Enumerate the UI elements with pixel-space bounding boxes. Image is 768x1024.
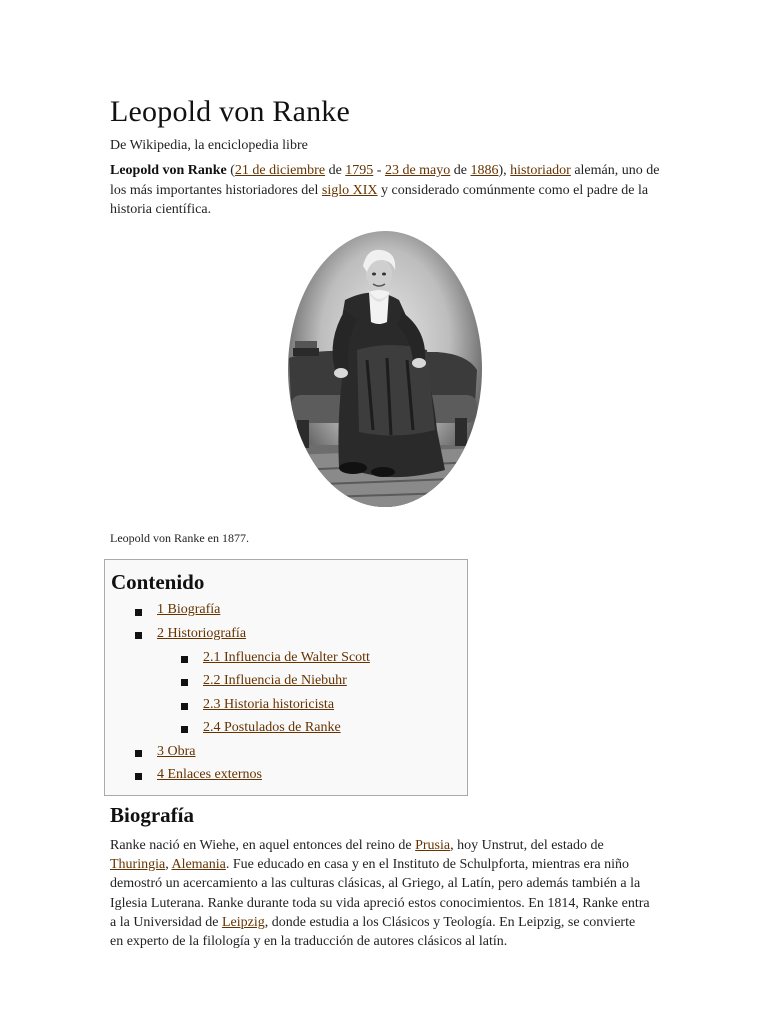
toc-bullet xyxy=(181,703,188,710)
bio-text-4: . Fue educado en casa y en el Instituto de Schulpforta, mientras era niño demostró un acercamiento a las culturas clásicas, al Griego, al Latín, pero además también a la Iglesia Luterana. Ranke durante toda su vida apreció estos conocimientos. En 1814, Ranke entra a la Universidad de xyxy=(110,857,650,930)
table-of-contents xyxy=(104,559,468,796)
toc-bullet xyxy=(135,609,142,616)
toc-item-historiografia[interactable]: 2 Historiografía xyxy=(157,626,247,641)
biography-paragraph xyxy=(110,836,650,951)
toc-item-historicista[interactable]: 2.3 Historia historicista xyxy=(203,697,335,712)
toc-item-biografia[interactable]: 1 Biografía xyxy=(157,602,221,617)
portrait-image xyxy=(287,230,483,508)
page-title: Leopold von Ranke xyxy=(110,95,351,128)
link-historiador[interactable]: historiador xyxy=(510,163,571,178)
lead-dash: - xyxy=(373,163,385,178)
toc-bullet xyxy=(181,656,188,663)
link-death-year[interactable]: 1886 xyxy=(470,163,499,178)
link-death-date[interactable]: 23 de mayo xyxy=(384,163,451,178)
link-leipzig[interactable]: Leipzig xyxy=(221,914,265,930)
link-prusia[interactable]: Prusia xyxy=(415,838,451,853)
toc-item-obra[interactable]: 3 Obra xyxy=(157,744,196,759)
toc-bullet xyxy=(181,726,188,733)
bio-text-3: , xyxy=(165,857,172,873)
bio-text-5: , donde estudia a los Clásicos y Teología. En Leipzig, se convierte en experto de la filología y en la traducción de autores clásicos al latín. xyxy=(110,914,636,950)
toc-item-niebuhr[interactable]: 2.2 Influencia de Niebuhr xyxy=(203,673,347,688)
lead-paragraph xyxy=(110,161,670,220)
link-birth-year[interactable]: 1795 xyxy=(345,163,374,178)
lead-close-paren: ), xyxy=(498,163,511,178)
link-alemania[interactable]: Alemania xyxy=(171,857,226,873)
toc-bullet xyxy=(135,773,142,780)
lead-text-2: y considerado comúnmente como el padre de la historia científica. xyxy=(110,182,649,217)
image-caption: Leopold von Ranke en 1877. xyxy=(110,531,249,545)
toc-bullet xyxy=(135,632,142,639)
link-birth-date[interactable]: 21 de diciembre xyxy=(234,163,326,178)
toc-item-enlaces[interactable]: 4 Enlaces externos xyxy=(157,767,262,782)
lead-open-paren: ( xyxy=(226,163,235,178)
lead-de-2: de xyxy=(450,163,471,178)
link-thuringia[interactable]: Thuringia xyxy=(110,857,166,873)
toc-title: Contenido xyxy=(111,570,205,594)
link-siglo-xix[interactable]: siglo XIX xyxy=(321,182,378,198)
section-heading-biografia: Biografía xyxy=(110,803,194,827)
lead-de-1: de xyxy=(325,163,346,178)
bio-text-2: , hoy Unstrut, del estado de xyxy=(450,838,604,853)
toc-bullet xyxy=(181,679,188,686)
lead-name: Leopold von Ranke xyxy=(110,163,227,178)
bio-text-1: Ranke nació en Wiehe, en aquel entonces del reino de xyxy=(110,838,416,853)
page-subtitle: De Wikipedia, la enciclopedia libre xyxy=(110,138,308,153)
toc-bullet xyxy=(135,750,142,757)
toc-item-walter-scott[interactable]: 2.1 Influencia de Walter Scott xyxy=(203,650,370,665)
toc-item-postulados[interactable]: 2.4 Postulados de Ranke xyxy=(203,720,341,735)
lead-text-1: alemán, uno de los más importantes historiadores del xyxy=(110,163,660,198)
